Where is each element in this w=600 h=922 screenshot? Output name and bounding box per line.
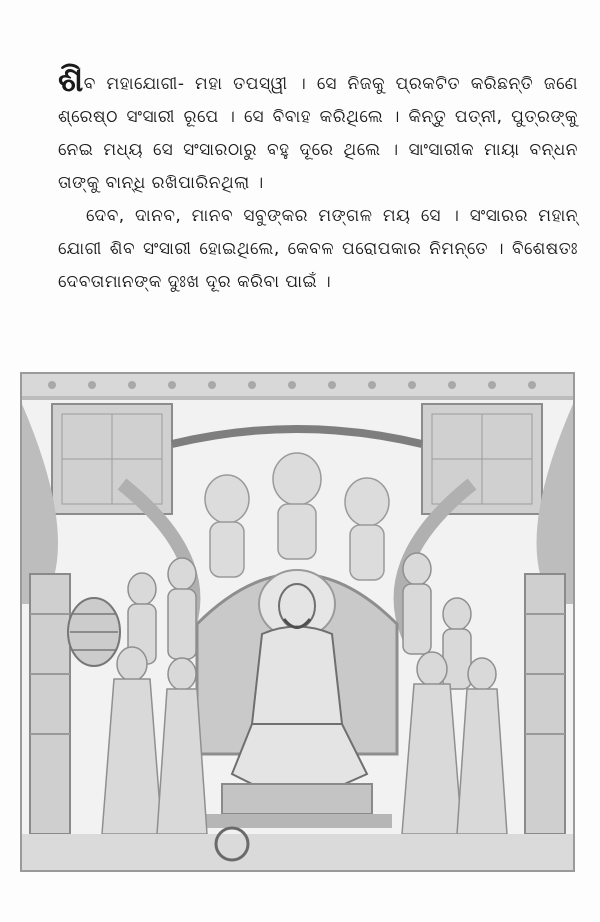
paragraph-2 xyxy=(58,200,578,299)
paragraph-1-text: ବ ମହାଯୋଗୀ- ମହା ତପସ୍ୱୀ । ସେ ନିଜକୁ ପ୍ରକଟିତ କରିଛନ୍ତି ଜଣେ ଶ୍ରେଷ୍ଠ ସଂସାରୀ ରୂପେ । ସେ ବିବାହ କରିଥିଲେ । କିନ୍ତୁ ପତ୍ନୀ, ପୁତ୍ରଙ୍କୁ ନେଇ ମଧ୍ୟ ସେ ସଂସାରଠାରୁ ବହୁ ଦୂରେ ଥିଲେ । ସାଂସାରୀକ ମାୟା ବନ୍ଧନ ତାଙ୍କୁ ବାନ୍ଧି ରଖିପାରିନଥିଲା । xyxy=(58,74,578,193)
text-block xyxy=(58,60,578,299)
paragraph-1 xyxy=(58,60,578,200)
drop-cap: ଶି xyxy=(58,60,84,100)
illustration-shiva-court xyxy=(20,372,575,872)
illustration-drawing xyxy=(22,374,573,870)
paragraph-2-text: ଦେବ, ଦାନବ, ମାନବ ସବୁଙ୍କର ମଙ୍ଗଳ ମୟ ସେ । ସଂସାରର ମହାନ୍ ଯୋଗୀ ଶିବ ସଂସାରୀ ହୋଇଥିଲେ, କେବଳ ପରୋପକାର ନିମନ୍ତେ । ବିଶେଷତଃ ଦେବତାମାନଙ୍କ ଦୁଃଖ ଦୂର କରିବା ପାଇଁ । xyxy=(58,206,578,292)
